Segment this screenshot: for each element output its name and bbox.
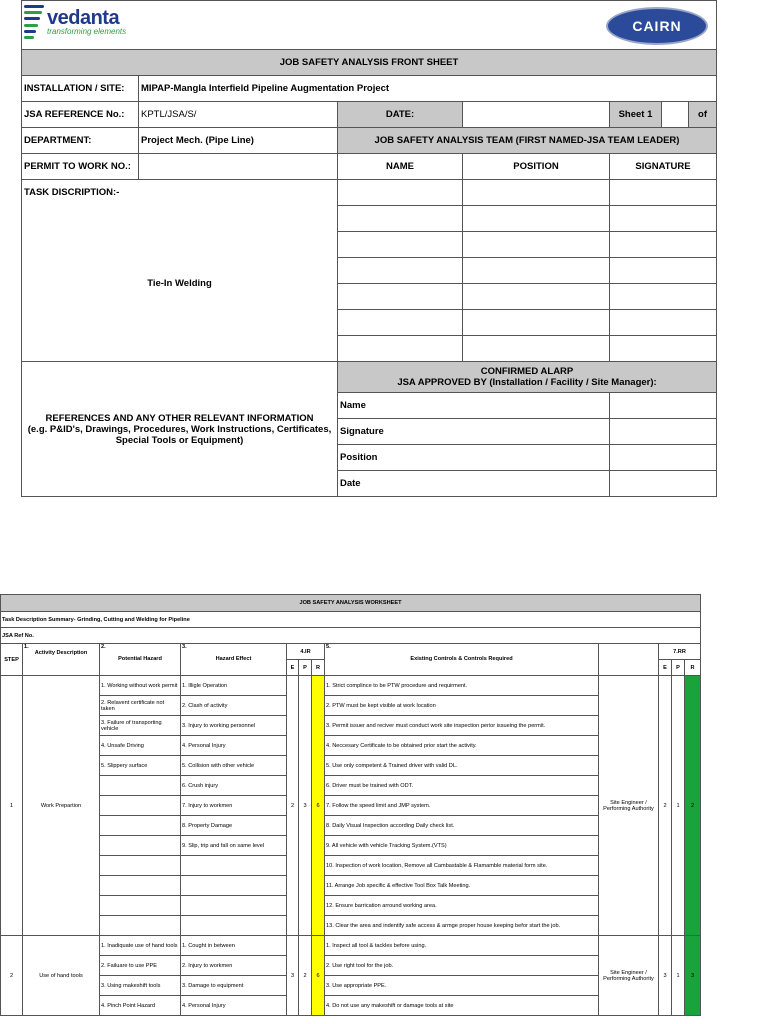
hazard-effect: 6. Crush injury xyxy=(181,776,287,796)
vedanta-logo xyxy=(24,5,126,39)
team-signature-field[interactable] xyxy=(610,206,717,232)
activity-description: Use of hand tools xyxy=(23,936,100,1016)
department-field[interactable]: Project Mech. (Pipe Line) xyxy=(139,128,338,154)
control-measure: 7. Follow the speed limit and JMP system. xyxy=(325,796,599,816)
references-note: (e.g. P&ID's, Drawings, Procedures, Work Instructions, Certificates, Special Tools or Equipment) xyxy=(27,423,332,446)
confirmed-alarp: CONFIRMED ALARP xyxy=(480,366,574,377)
step-number: 2 xyxy=(1,936,23,1016)
jsa-ref-label: JSA REFERENCE No.: xyxy=(22,102,139,128)
control-measure: 1. Strict complince to be PTW procedure and requirment. xyxy=(325,676,599,696)
rr-risk: 2 xyxy=(685,676,701,936)
cairn-name: CAIRN xyxy=(606,7,708,45)
controls-header-label: Existing Controls & Controls Required xyxy=(410,656,513,662)
team-position-field[interactable] xyxy=(463,232,610,258)
potential-hazard: 1. Inadiquate use of hand tools xyxy=(100,936,181,956)
potential-hazard xyxy=(100,796,181,816)
team-position-field[interactable] xyxy=(463,284,610,310)
team-position-field[interactable] xyxy=(463,180,610,206)
rr-probability: 1 xyxy=(672,936,685,1016)
hazard-effect: 5. Collision with other vehicle xyxy=(181,756,287,776)
control-measure: 2. PTW must be kept visible at work location xyxy=(325,696,599,716)
control-measure: 13. Clear the area and indentify safe access & armge proper house keeping befor start the job. xyxy=(325,916,599,936)
task-summary: Task Description Summary- Grinding, Cutting and Welding for Pipeline xyxy=(1,612,701,628)
team-signature-field[interactable] xyxy=(610,284,717,310)
logo-row xyxy=(22,1,717,50)
worksheet-row xyxy=(1,896,701,916)
potential-hazard: 2. Failuare to use PPE xyxy=(100,956,181,976)
activity-header xyxy=(23,644,100,676)
approval-signature-field[interactable] xyxy=(610,419,717,445)
hazard-effect: 4. Personal Injury xyxy=(181,996,287,1016)
team-name-field[interactable] xyxy=(338,284,463,310)
responsibility: Site Engineer / Performing Authority xyxy=(599,936,659,1016)
team-name-field[interactable] xyxy=(338,258,463,284)
activity-description: Work Prepartion xyxy=(23,676,100,936)
team-title: JOB SAFETY ANALYSIS TEAM (FIRST NAMED-JSA TEAM LEADER) xyxy=(338,128,717,154)
controls-header xyxy=(325,644,599,676)
approval-date-field[interactable] xyxy=(610,471,717,497)
installation-label: INSTALLATION / SITE: xyxy=(22,76,139,102)
hazard-effect: 1. Cought in between xyxy=(181,936,287,956)
residual-risk-header: 7.RR xyxy=(659,644,701,660)
approved-by: JSA APPROVED BY (Installation / Facility / Site Manager): xyxy=(397,377,657,388)
responsibility: Site Engineer / Performing Authority xyxy=(599,676,659,936)
approval-name-field[interactable] xyxy=(610,393,717,419)
control-measure: 9. All vehicle with vehicle Tracking System.(VTS) xyxy=(325,836,599,856)
rr-exposure: 3 xyxy=(659,936,672,1016)
team-name-field[interactable] xyxy=(338,232,463,258)
vedanta-name: vedanta xyxy=(47,7,120,29)
team-signature-field[interactable] xyxy=(610,310,717,336)
approval-signature-label: Signature xyxy=(338,419,610,445)
potential-hazard: 3. Using makeshift tools xyxy=(100,976,181,996)
responsibility-header xyxy=(599,644,659,676)
potential-hazard: 2. Relavent certificate not taken xyxy=(100,696,181,716)
approval-name-label: Name xyxy=(338,393,610,419)
effect-header xyxy=(181,644,287,676)
potential-hazard xyxy=(100,856,181,876)
team-signature-field[interactable] xyxy=(610,336,717,362)
worksheet-row xyxy=(1,976,701,996)
hazard-header-num: 2. xyxy=(101,644,106,650)
rr-r-header: R xyxy=(685,660,701,676)
potential-hazard xyxy=(100,916,181,936)
ir-r-header: R xyxy=(312,660,325,676)
hazard-effect: 2. Injury to workmen xyxy=(181,956,287,976)
control-measure: 1. Inspect all tool & tackles before using. xyxy=(325,936,599,956)
worksheet-title: JOB SAFETY ANALYSIS WORKSHEET xyxy=(1,595,701,612)
potential-hazard: 3. Failure of transporting vehicle xyxy=(100,716,181,736)
rr-p-header: P xyxy=(672,660,685,676)
worksheet-row xyxy=(1,816,701,836)
references-box xyxy=(22,362,338,497)
potential-hazard xyxy=(100,896,181,916)
worksheet-row xyxy=(1,776,701,796)
date-label: DATE: xyxy=(338,102,463,128)
activity-header-num: 1. xyxy=(24,644,29,650)
hazard-effect: 3. Damage to equipment xyxy=(181,976,287,996)
hazard-header-label: Potential Hazard xyxy=(118,656,162,662)
approval-header xyxy=(338,362,717,393)
worksheet-row xyxy=(1,796,701,816)
date-field[interactable] xyxy=(463,102,610,128)
of-label: of xyxy=(689,102,717,128)
jsa-front-sheet xyxy=(21,0,717,497)
control-measure: 6. Driver must be trained with ODT. xyxy=(325,776,599,796)
vedanta-tagline: transforming elements xyxy=(47,27,127,36)
permit-field[interactable] xyxy=(139,154,338,180)
team-name-field[interactable] xyxy=(338,206,463,232)
potential-hazard: 5. Slippery surface xyxy=(100,756,181,776)
controls-header-num: 5. xyxy=(326,644,331,650)
ir-exposure: 3 xyxy=(287,936,299,1016)
potential-hazard: 1. Working without work permit xyxy=(100,676,181,696)
hazard-effect: 7. Injury to workmen xyxy=(181,796,287,816)
hazard-effect: 8. Property Damage xyxy=(181,816,287,836)
control-measure: 12. Ensure barrication arround working area. xyxy=(325,896,599,916)
rr-probability: 1 xyxy=(672,676,685,936)
col-name-header: NAME xyxy=(338,154,463,180)
worksheet-row xyxy=(1,736,701,756)
team-position-field[interactable] xyxy=(463,258,610,284)
control-measure: 3. Permit issuer and reciver must conduct work site inspection perior issueing the permit. xyxy=(325,716,599,736)
team-name-field[interactable] xyxy=(338,310,463,336)
approval-position-field[interactable] xyxy=(610,445,717,471)
team-name-field[interactable] xyxy=(338,180,463,206)
team-name-field[interactable] xyxy=(338,336,463,362)
team-position-field[interactable] xyxy=(463,206,610,232)
hazard-effect: 2. Clash of activity xyxy=(181,696,287,716)
step-header: STEP xyxy=(1,644,23,676)
approval-position-label: Position xyxy=(338,445,610,471)
permit-label: PERMIT TO WORK NO.: xyxy=(22,154,139,180)
ir-exposure: 2 xyxy=(287,676,299,936)
control-measure: 4. Neccesary Certificate to be obtained prior start the activity. xyxy=(325,736,599,756)
hazard-effect xyxy=(181,916,287,936)
control-measure: 4. Do not use any makeshift or damage tools at site xyxy=(325,996,599,1016)
installation-field[interactable]: MIPAP-Mangla Interfield Pipeline Augmentation Project xyxy=(139,76,717,102)
jsa-ref-field[interactable]: KPTL/JSA/S/ xyxy=(139,102,338,128)
step-number: 1 xyxy=(1,676,23,936)
potential-hazard xyxy=(100,876,181,896)
hazard-effect: 1. Illigle Operation xyxy=(181,676,287,696)
vedanta-mark-icon xyxy=(24,5,44,39)
worksheet-row xyxy=(1,676,701,696)
worksheet-row xyxy=(1,916,701,936)
worksheet-row xyxy=(1,716,701,736)
potential-hazard xyxy=(100,836,181,856)
worksheet-row xyxy=(1,856,701,876)
control-measure: 5. Use only competent & Trained driver with valid DL. xyxy=(325,756,599,776)
ir-probability: 2 xyxy=(299,936,312,1016)
worksheet-row xyxy=(1,996,701,1016)
team-position-field[interactable] xyxy=(463,336,610,362)
worksheet-row xyxy=(1,836,701,856)
department-label: DEPARTMENT: xyxy=(22,128,139,154)
ir-risk: 6 xyxy=(312,676,325,936)
hazard-effect: 3. Injury to working personnel xyxy=(181,716,287,736)
col-signature-header: SIGNATURE xyxy=(610,154,717,180)
ir-e-header: E xyxy=(287,660,299,676)
worksheet-row xyxy=(1,956,701,976)
team-signature-field[interactable] xyxy=(610,258,717,284)
control-measure: 11. Arrange Job specific & effective Tool Box Talk Meeting. xyxy=(325,876,599,896)
hazard-effect xyxy=(181,876,287,896)
ir-risk: 6 xyxy=(312,936,325,1016)
task-label: TASK DISCRIPTION:- xyxy=(22,180,338,206)
approval-date-label: Date xyxy=(338,471,610,497)
potential-hazard xyxy=(100,776,181,796)
potential-hazard: 4. Unsafe Driving xyxy=(100,736,181,756)
hazard-effect xyxy=(181,856,287,876)
jsa-ref-no: JSA Ref No. xyxy=(1,628,701,644)
team-position-field[interactable] xyxy=(463,310,610,336)
hazard-effect: 4. Personal Injury xyxy=(181,736,287,756)
rr-risk: 3 xyxy=(685,936,701,1016)
worksheet-row xyxy=(1,696,701,716)
control-measure: 10. Inspection of work location, Remove all Cambastable & Flamamble material form site. xyxy=(325,856,599,876)
hazard-effect xyxy=(181,896,287,916)
control-measure: 2. Use right tool for the job. xyxy=(325,956,599,976)
ir-probability: 3 xyxy=(299,676,312,936)
activity-header-label: Activity Description xyxy=(34,650,88,656)
potential-hazard: 4. Pinch Point Hazard xyxy=(100,996,181,1016)
hazard-effect: 9. Slip, trip and fall on same level xyxy=(181,836,287,856)
worksheet-row xyxy=(1,936,701,956)
sheet-number-field[interactable] xyxy=(662,102,689,128)
jsa-worksheet xyxy=(0,594,701,1016)
team-signature-field[interactable] xyxy=(610,180,717,206)
rr-exposure: 2 xyxy=(659,676,672,936)
hazard-header xyxy=(100,644,181,676)
worksheet-row xyxy=(1,756,701,776)
front-sheet-title: JOB SAFETY ANALYSIS FRONT SHEET xyxy=(22,50,717,76)
control-measure: 3. Use appropriate PPE. xyxy=(325,976,599,996)
effect-header-num: 3. xyxy=(182,644,187,650)
control-measure: 8. Daily Visual Inspection according Daily check list. xyxy=(325,816,599,836)
ir-p-header: P xyxy=(299,660,312,676)
cairn-logo xyxy=(602,5,712,47)
potential-hazard xyxy=(100,816,181,836)
team-signature-field[interactable] xyxy=(610,232,717,258)
task-description-field[interactable]: Tie-In Welding xyxy=(22,206,338,362)
sheet-label: Sheet 1 xyxy=(610,102,662,128)
initial-risk-header: 4.IR xyxy=(287,644,325,660)
references-title: REFERENCES AND ANY OTHER RELEVANT INFORMATION xyxy=(45,412,314,424)
col-position-header: POSITION xyxy=(463,154,610,180)
effect-header-label: Hazard Effect xyxy=(215,656,252,662)
worksheet-row xyxy=(1,876,701,896)
rr-e-header: E xyxy=(659,660,672,676)
